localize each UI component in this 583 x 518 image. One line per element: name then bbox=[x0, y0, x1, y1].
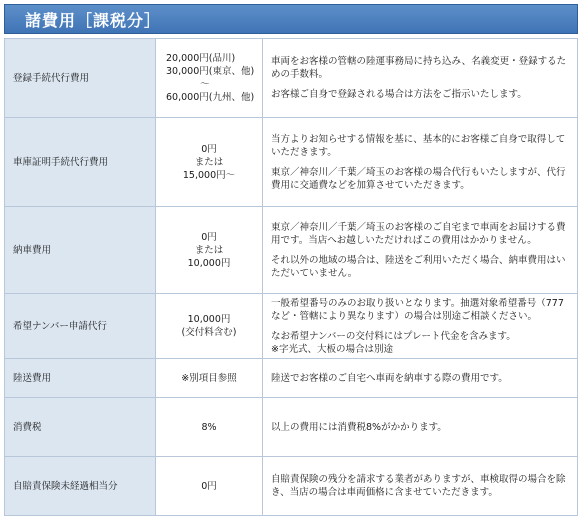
fee-price bbox=[156, 294, 263, 359]
description-text: 以上の費用には消費税8%がかかります。 bbox=[271, 421, 447, 433]
fee-price bbox=[156, 457, 263, 516]
description-text: 東京／神奈川／千葉／埼玉のお客様の場合代行もいたしますが、代行費用に交通費などを加算させていただきます。 bbox=[271, 166, 566, 191]
section-title: 諸費用［課税分］ bbox=[25, 11, 162, 30]
table-row bbox=[5, 118, 578, 207]
fee-table bbox=[4, 38, 578, 516]
fee-name: 納車費用 bbox=[5, 207, 156, 294]
description-text: 車両をお客様の管轄の陸運事務局に持ち込み、名義変更・登録するための手数料。 bbox=[271, 56, 567, 80]
fee-description bbox=[263, 207, 578, 294]
fee-description bbox=[263, 359, 578, 398]
price-line: ※別項目参照 bbox=[181, 372, 237, 384]
price-line: 〜 bbox=[200, 79, 210, 90]
description-text: お客様ご自身で登録される場合は方法をご指示いたします。 bbox=[271, 89, 527, 100]
description-text: 東京／神奈川／千葉／埼玉のお客様のご自宅まで車両をお届けする費用です。当店へお越しいただければこの費用はかかりません。 bbox=[271, 221, 566, 246]
price-line: 15,000円〜 bbox=[182, 169, 236, 181]
fee-price bbox=[156, 207, 263, 294]
price-line: 0円 bbox=[201, 480, 217, 492]
price-line: 30,000円(東京、他) bbox=[166, 66, 255, 77]
table-row bbox=[5, 457, 578, 516]
fee-description bbox=[263, 39, 578, 118]
table-row bbox=[5, 359, 578, 398]
fee-name: 消費税 bbox=[5, 398, 156, 457]
fee-description bbox=[263, 294, 578, 359]
price-line: (交付料含む) bbox=[181, 327, 237, 338]
fee-price bbox=[156, 118, 263, 207]
price-line: 10,000円 bbox=[187, 257, 231, 269]
table-row bbox=[5, 294, 578, 359]
description-text: ※字光式、大板の場合は別途 bbox=[271, 343, 393, 355]
section-header bbox=[4, 4, 578, 34]
description-text: 一般希望番号のみのお取り扱いとなります。抽選対象希望番号（777など・管轄により異なります）の場合は別途ご相談ください。 bbox=[271, 297, 564, 322]
fee-description bbox=[263, 457, 578, 516]
fee-name: 登録手続代行費用 bbox=[5, 39, 156, 118]
description-text: 自賠責保険の残分を請求する業者がありますが、車検取得の場合を除き、当店の場合は車両価格に含ませていただきます。 bbox=[271, 474, 566, 498]
price-line: 10,000円 bbox=[187, 314, 231, 325]
description-text: なお希望ナンバーの交付料にはプレート代金を含みます。 bbox=[271, 330, 516, 342]
description-text: 陸送でお客様のご自宅へ車両を納車する際の費用です。 bbox=[271, 372, 508, 384]
table-row bbox=[5, 398, 578, 457]
table-row bbox=[5, 207, 578, 294]
price-line: 0円 bbox=[201, 231, 217, 243]
fee-price bbox=[156, 359, 263, 398]
table-row bbox=[5, 39, 578, 118]
fee-description bbox=[263, 118, 578, 207]
fee-name: 希望ナンバー申請代行 bbox=[5, 294, 156, 359]
price-line: または bbox=[194, 156, 224, 168]
fee-price bbox=[156, 398, 263, 457]
fee-name: 自賠責保険未経過相当分 bbox=[5, 457, 156, 516]
price-line: 60,000円(九州、他) bbox=[166, 92, 255, 103]
price-line: 8% bbox=[201, 421, 217, 433]
fee-price bbox=[156, 39, 263, 118]
fee-name: 車庫証明手続代行費用 bbox=[5, 118, 156, 207]
price-line: 20,000円(品川) bbox=[166, 53, 236, 64]
price-line: 0円 bbox=[201, 143, 217, 155]
description-text: 当方よりお知らせする情報を基に、基本的にお客様ご自身で取得していただきます。 bbox=[271, 133, 566, 158]
fee-description bbox=[263, 398, 578, 457]
description-text: それ以外の地域の場合は、陸送をご利用いただく場合、納車費用はいただいていません。 bbox=[271, 254, 566, 279]
fee-name: 陸送費用 bbox=[5, 359, 156, 398]
price-line: または bbox=[194, 244, 224, 256]
